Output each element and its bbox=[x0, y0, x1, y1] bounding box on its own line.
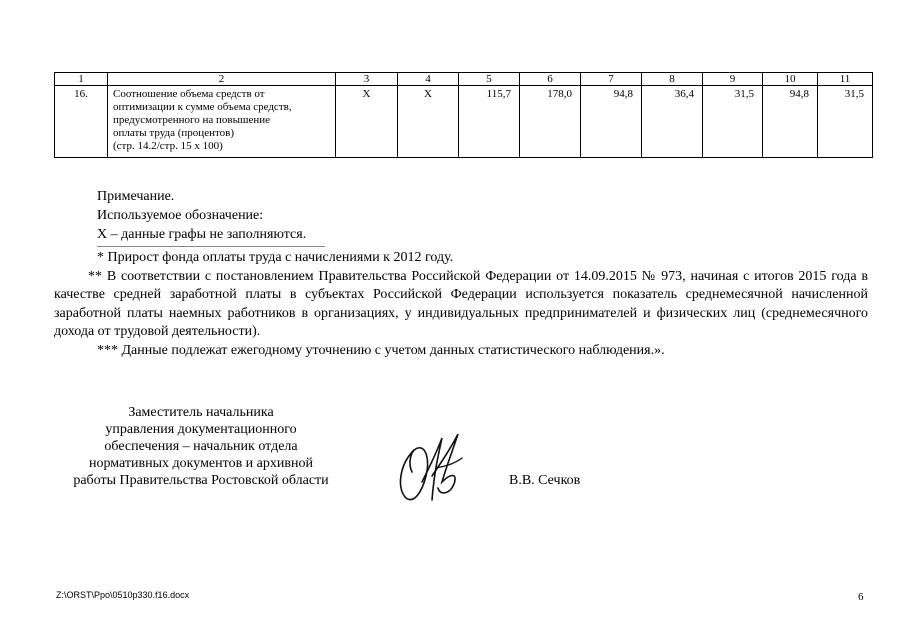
header-cell: 2 bbox=[108, 73, 336, 86]
desc-line: (стр. 14.2/стр. 15 x 100) bbox=[113, 140, 223, 152]
footnote-2: ** В соответствии с постановлением Правительства Российской Федерации от 14.09.2015 № 973, начиная с итогов 2015 года в качестве средней заработной платы в субъектах Российской Федерации используется показатель среднемесячной начисленной заработной платы наемных работников в организациях, у индивидуальных предпринимателей и физических лиц (среднемесячного дохода от трудовой деятельности). bbox=[54, 268, 868, 339]
cell-col6: 178,0 bbox=[520, 86, 581, 158]
header-cell: 5 bbox=[459, 73, 520, 86]
note-used: Используемое обозначение: bbox=[97, 208, 264, 223]
cell-col10: 94,8 bbox=[763, 86, 818, 158]
desc-line: оплаты труда (процентов) bbox=[113, 127, 234, 139]
signatory-title-line: Заместитель начальника bbox=[128, 405, 274, 420]
row-description bbox=[108, 86, 336, 158]
desc-line: предусмотренного на повышение bbox=[113, 114, 271, 126]
header-cell: 6 bbox=[520, 73, 581, 86]
header-cell: 4 bbox=[398, 73, 459, 86]
signatory-title-line: управления документационного bbox=[105, 422, 297, 437]
cell-col5: 115,7 bbox=[459, 86, 520, 158]
row-number: 16. bbox=[55, 86, 108, 158]
header-cell: 10 bbox=[763, 73, 818, 86]
signatory-title bbox=[60, 404, 342, 489]
header-cell: 1 bbox=[55, 73, 108, 86]
cell-col7: 94,8 bbox=[581, 86, 642, 158]
footnote-divider bbox=[97, 246, 325, 247]
header-cell: 9 bbox=[703, 73, 763, 86]
signatory-title-line: обеспечения – начальник отдела bbox=[104, 439, 298, 454]
footnote-3: *** Данные подлежат ежегодному уточнению с учетом данных статистического наблюдения.». bbox=[97, 342, 665, 358]
cell-col11: 31,5 bbox=[818, 86, 873, 158]
header-cell: 8 bbox=[642, 73, 703, 86]
cell-col4: X bbox=[398, 86, 459, 158]
header-cell: 11 bbox=[818, 73, 873, 86]
note-x-definition: X – данные графы не заполняются. bbox=[97, 227, 307, 242]
signatory-title-line: работы Правительства Ростовской области bbox=[73, 473, 329, 488]
footer-file-path: Z:\ORST\Ppo\0510p330.f16.docx bbox=[56, 590, 190, 600]
handwritten-signature bbox=[392, 430, 472, 506]
table-row bbox=[55, 86, 873, 158]
signatory-name: В.В. Сечков bbox=[509, 473, 581, 488]
table-header-row bbox=[55, 73, 873, 86]
desc-line: Соотношение объема средств от bbox=[113, 88, 265, 100]
header-cell: 7 bbox=[581, 73, 642, 86]
header-cell: 3 bbox=[336, 73, 398, 86]
cell-col8: 36,4 bbox=[642, 86, 703, 158]
note-title: Примечание. bbox=[97, 189, 175, 204]
footnote-1: * Прирост фонда оплаты труда с начислениями к 2012 году. bbox=[97, 250, 454, 265]
desc-line: оптимизации к сумме объема средств, bbox=[113, 101, 292, 113]
cell-col3: X bbox=[336, 86, 398, 158]
cell-col9: 31,5 bbox=[703, 86, 763, 158]
page-number: 6 bbox=[858, 591, 864, 603]
signatory-title-line: нормативных документов и архивной bbox=[89, 456, 313, 471]
footnotes bbox=[54, 249, 868, 360]
data-table bbox=[54, 72, 873, 158]
